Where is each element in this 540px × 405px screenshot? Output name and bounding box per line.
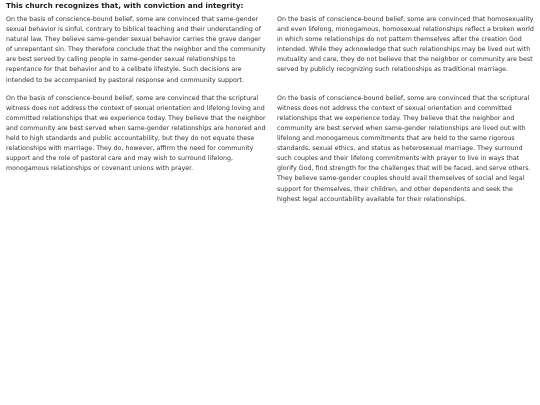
document-heading: This church recognizes that, with conviction and integrity: xyxy=(6,1,244,10)
document-page xyxy=(6,1,534,205)
paragraph-conviction-3: On the basis of conscience-bound belief, some are convinced that the scriptural witness does not address the context of sexual orientation and lifelong loving and committed relationships that we experience today. They believe that the neighbor and community are best served when same-gender relationships are honored and held to high standards and public accountability, but they do not equate these relationships with marriage. They do, however, affirm the need for community support and the role of pastoral care and may wish to surround lifelong, monogamous relationships or covenant unions with prayer. xyxy=(6,94,266,173)
paragraph-conviction-4: On the basis of conscience-bound belief, some are convinced that the scriptural witness does not address the context of sexual orientation and committed relationships that we experience today. They believe that the neighbor and community are best served when same-gender relationships are lived out with lifelong and monogamous commitments that are held to the same rigorous standards, sexual ethics, and status as heterosexual marriage. They surround such couples and their lifelong commitments with prayer to live in ways that glorify God, find strength for the challenges that will be faced, and serve others. They believe same-gender couples should avail themselves of social and legal support for themselves, their children, and other dependents and seek the highest legal accountability available for their relationships. xyxy=(277,94,531,203)
paragraph-conviction-2: On the basis of conscience-bound belief, some are convinced that homosexuality and even lifelong, monogamous, homosexual relationships reflect a broken world in which some relationships do not pattern themselves after the creation God intended. While they acknowledge that such relationships may be lived out with mutuality and care, they do not believe that the neighbor or community are best served by publicly recognizing such relationships as traditional marriage. xyxy=(277,16,534,74)
paragraph-conviction-1: On the basis of conscience-bound belief, some are convinced that same-gender sexual behavior is sinful, contrary to biblical teaching and their understanding of natural law. They believe same-gender sexual behavior carries the grave danger of unrepentant sin. They therefore conclude that the neighbor and the community are best served by calling people in same-gender sexual relationships to repentance for that behavior and to a celibate lifestyle. Such decisions are intended to be accompanied by pastoral response and community support. xyxy=(6,16,266,84)
paragraph-grid xyxy=(6,15,534,205)
